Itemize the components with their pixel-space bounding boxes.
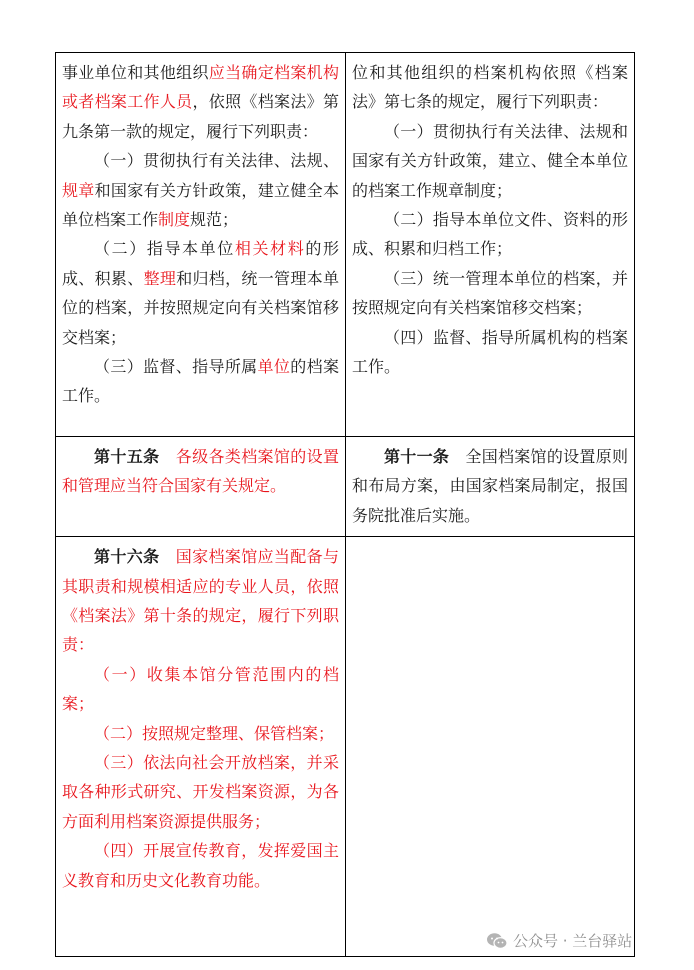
text-run: 和归档，统一管理本单位的档案，并按照规定向有关档案馆移交档案； (62, 268, 339, 347)
text-run: 事业单位和其他组织 (62, 63, 209, 82)
revised-text: 国家档案馆应当配备与其职责和规模相适应的专业人员，依照《档案法》第十条的规定，履行下列职责： (62, 547, 339, 655)
new-text-cell (56, 537, 346, 957)
revised-text: 规章 (62, 180, 95, 200)
paragraph (352, 264, 628, 323)
revised-text: 应当确定档案机构或者档案工作人员 (62, 63, 339, 112)
text-run: （四）监督、指导所属机构的档案工作。 (352, 327, 628, 377)
old-text-cell (346, 537, 635, 957)
paragraph (352, 117, 628, 205)
new-text-cell (56, 437, 346, 537)
watermark-text: 公众号 · 兰台驿站 (513, 932, 633, 950)
text-run: 规范； (190, 210, 239, 230)
watermark (486, 930, 632, 951)
revised-text: （一）收集本馆分管范围内的档案； (62, 664, 339, 714)
revised-text: 各级各类档案馆的设置和管理应当符合国家有关规定。 (62, 447, 339, 496)
text-run: 和国家有关方针政策，建立健全本单位档案工作 (62, 180, 339, 230)
article-number: 第十一条 (384, 447, 450, 466)
paragraph (62, 836, 339, 895)
wechat-icon (486, 932, 508, 950)
paragraph (62, 719, 339, 748)
revised-text: 整理 (143, 268, 177, 288)
article-number: 第十六条 (94, 547, 160, 567)
paragraph (352, 58, 628, 117)
revised-text: （四）开展宣传教育，发挥爱国主义教育和历史文化教育功能。 (62, 841, 339, 890)
text-run: （二）指导本单位文件、资料的形成、积累和归档工作； (352, 210, 628, 259)
paragraph (62, 58, 339, 146)
paragraph (62, 352, 339, 411)
paragraph (62, 146, 339, 234)
comparison-table (55, 52, 635, 957)
table-row (56, 53, 635, 437)
text-run: （三）统一管理本单位的档案，并按照规定向有关档案馆移交档案； (352, 268, 628, 318)
revised-text: 相关材料 (234, 239, 306, 259)
table-row (56, 537, 635, 957)
text-run: 的档案工作。 (62, 357, 339, 406)
revised-text: （三）依法向社会开放档案，并采取各种形式研究、开发档案资源，为各方面利用档案资源提供服务； (62, 753, 339, 831)
paragraph (352, 205, 628, 264)
paragraph (352, 323, 628, 382)
old-text-cell (346, 437, 635, 537)
paragraph (62, 542, 339, 660)
revised-text: （二）按照规定整理、保管档案； (94, 723, 335, 743)
paragraph (62, 234, 339, 352)
text-run: （三）监督、指导所属 (94, 357, 258, 377)
text-run: 的形成、积累、 (62, 239, 339, 288)
paragraph (62, 748, 339, 836)
paragraph (62, 660, 339, 719)
text-run: ，依照《档案法》第九条第一款的规定，履行下列职责： (62, 92, 339, 141)
paragraph (62, 442, 339, 501)
text-run: 位和其他组织的档案机构依照《档案法》第七条的规定，履行下列职责： (352, 63, 628, 112)
text-run: （二）指导本单位 (94, 239, 235, 259)
old-text-cell (346, 53, 635, 437)
new-text-cell (56, 53, 346, 437)
revised-text: 制度 (158, 210, 191, 230)
paragraph (352, 442, 628, 530)
revised-text: 单位 (257, 357, 291, 377)
text-run: （一）贯彻执行有关法律、法规、 (94, 151, 339, 171)
text-run: 全国档案馆的设置原则和布局方案，由国家档案局制定，报国务院批准后实施。 (352, 447, 628, 525)
text-run: （一）贯彻执行有关法律、法规和国家有关方针政策，建立、健全本单位的档案工作规章制度； (352, 121, 628, 200)
table-row (56, 437, 635, 537)
article-number: 第十五条 (94, 447, 160, 466)
